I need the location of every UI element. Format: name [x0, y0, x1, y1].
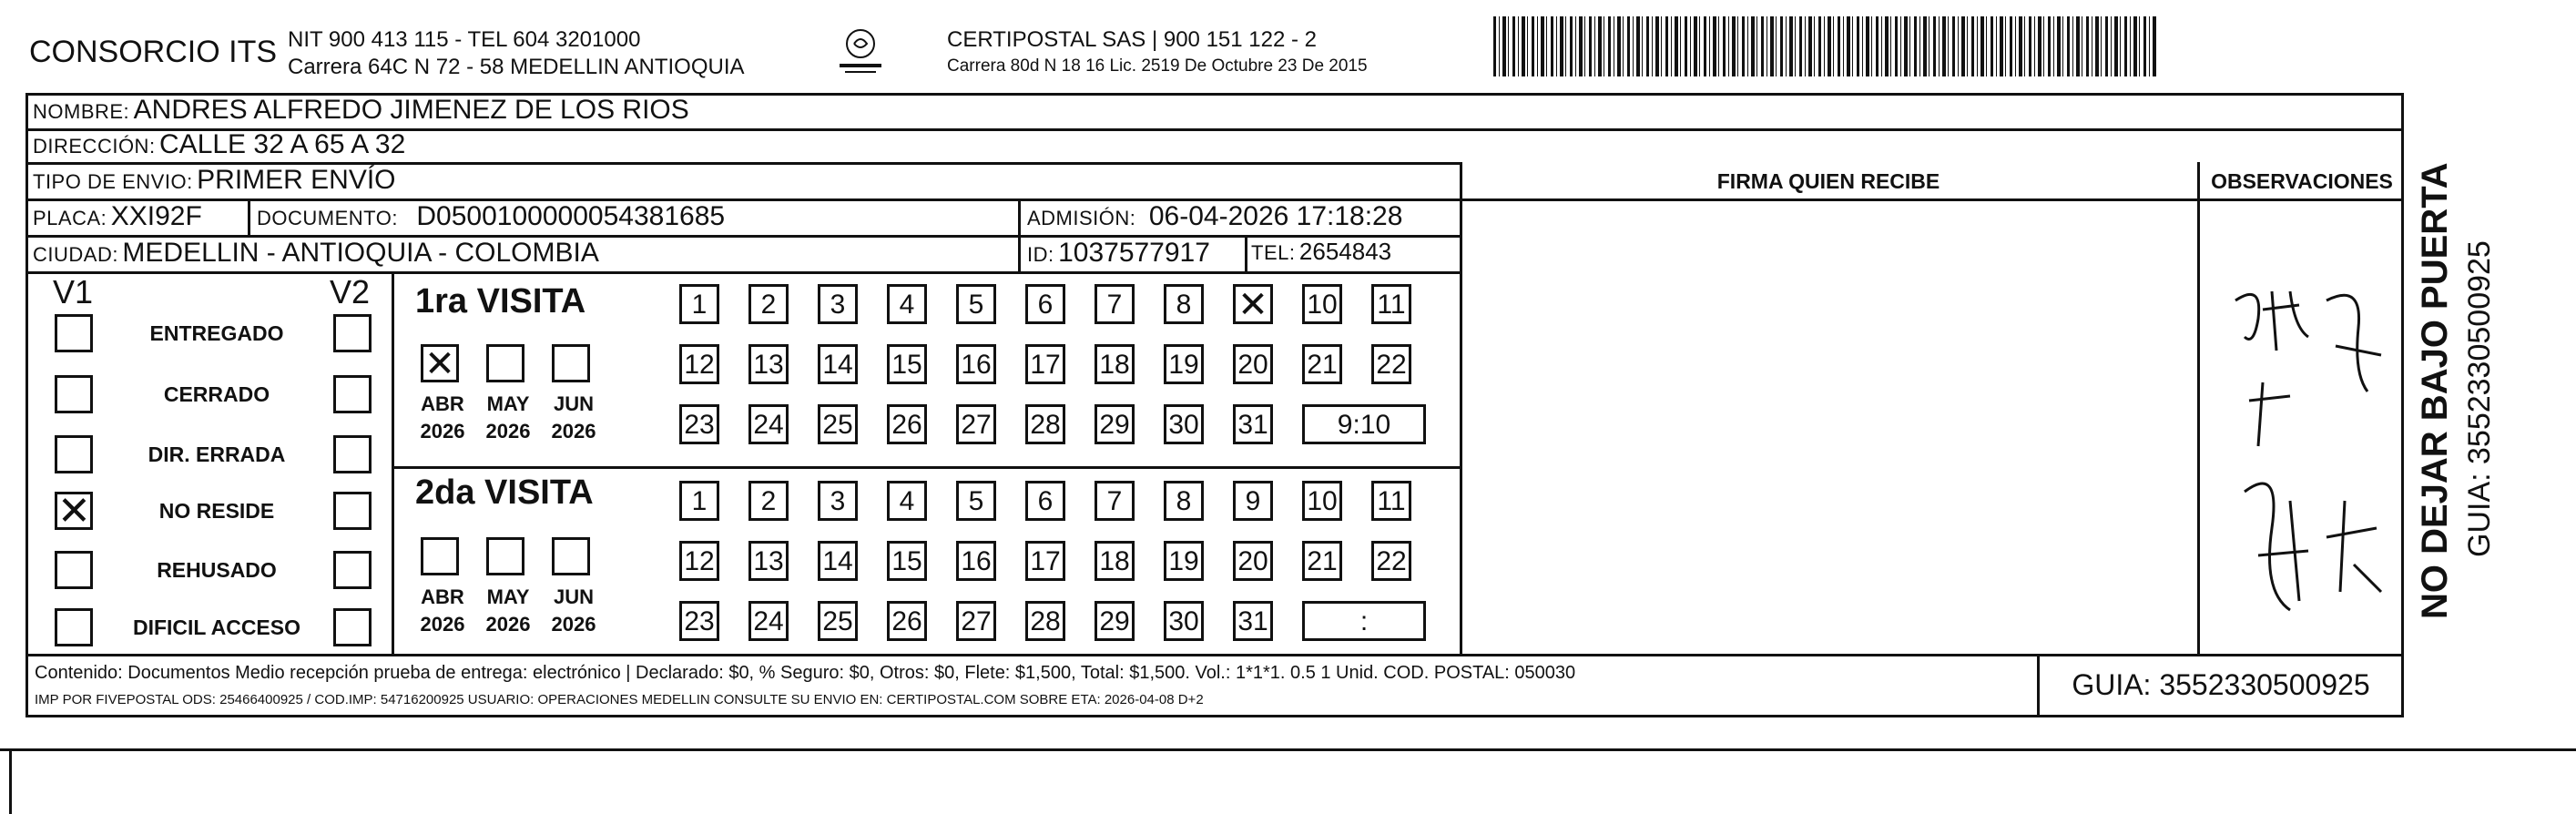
- day-box[interactable]: 10: [1302, 284, 1342, 324]
- status-option-label: CERRADO: [163, 382, 270, 406]
- v1-checkbox[interactable]: [55, 375, 93, 413]
- day-box[interactable]: 5: [956, 284, 996, 324]
- v1-label: V1: [53, 273, 94, 310]
- status-option-label: ENTREGADO: [149, 321, 284, 345]
- status-option-label: DIFICIL ACCESO: [132, 616, 300, 639]
- barcode: [1493, 16, 2158, 76]
- company-name: CONSORCIO ITS: [29, 35, 278, 69]
- day-box[interactable]: 31: [1233, 404, 1273, 444]
- placa-label: PLACA:: [33, 207, 107, 229]
- v1-checkbox[interactable]: [55, 551, 93, 589]
- first-visit-title: 1ra VISITA: [415, 282, 586, 321]
- day-box[interactable]: 24: [748, 601, 789, 641]
- day-box[interactable]: 23: [679, 601, 719, 641]
- day-box[interactable]: 3: [818, 481, 858, 521]
- tipo-label: TIPO DE ENVIO:: [33, 170, 193, 193]
- status-option-label: DIR. ERRADA: [148, 443, 286, 466]
- placa-value: XXI92F: [110, 201, 202, 231]
- nit-line: NIT 900 413 115 - TEL 604 3201000: [288, 27, 641, 52]
- certipostal-line1: CERTIPOSTAL SAS | 900 151 122 - 2: [947, 27, 1317, 52]
- v2-checkbox[interactable]: [333, 551, 372, 589]
- ciudad-label: CIUDAD:: [33, 243, 118, 266]
- day-box[interactable]: 4: [887, 284, 927, 324]
- documento-value: D0500100000054381685: [416, 201, 726, 231]
- direccion-label: DIRECCIÓN:: [33, 135, 156, 158]
- day-box[interactable]: 1: [679, 481, 719, 521]
- month-label: JUN: [553, 392, 594, 415]
- day-box[interactable]: 11: [1371, 284, 1411, 324]
- nombre-value: ANDRES ALFREDO JIMENEZ DE LOS RIOS: [133, 95, 689, 125]
- day-box[interactable]: 21: [1302, 344, 1342, 384]
- day-box[interactable]: 11: [1371, 481, 1411, 521]
- v1-checkbox[interactable]: [55, 435, 93, 473]
- ciudad-row: [33, 238, 599, 269]
- admision-row: [1027, 201, 1402, 232]
- day-box[interactable]: 23: [679, 404, 719, 444]
- v1-checkbox[interactable]: [55, 314, 93, 352]
- v2-checkbox[interactable]: [333, 492, 372, 530]
- observaciones-label: OBSERVACIONES: [2211, 169, 2393, 193]
- v2-checkbox[interactable]: [333, 314, 372, 352]
- day-box[interactable]: 20: [1233, 344, 1273, 384]
- v2-label: V2: [330, 273, 371, 310]
- v2-checkbox[interactable]: [333, 435, 372, 473]
- day-box[interactable]: 31: [1233, 601, 1273, 641]
- day-box[interactable]: 28: [1025, 601, 1065, 641]
- id-value: 1037577917: [1058, 238, 1210, 268]
- v2-checkbox[interactable]: [333, 375, 372, 413]
- year-label: 2026: [420, 420, 465, 443]
- day-box[interactable]: 5: [956, 481, 996, 521]
- day-box[interactable]: 3: [818, 284, 858, 324]
- year-label: 2026: [420, 613, 465, 636]
- month-label: ABR: [421, 585, 464, 608]
- day-box[interactable]: ✕: [1233, 284, 1273, 324]
- day-box[interactable]: 20: [1233, 541, 1273, 581]
- day-box[interactable]: 27: [956, 601, 996, 641]
- day-box[interactable]: 17: [1025, 541, 1065, 581]
- day-box[interactable]: 28: [1025, 404, 1065, 444]
- day-box[interactable]: 16: [956, 344, 996, 384]
- day-box[interactable]: 14: [818, 541, 858, 581]
- day-box[interactable]: 21: [1302, 541, 1342, 581]
- footer-guia: GUIA: 3552330500925: [2072, 668, 2370, 701]
- month-checkbox[interactable]: ✕: [421, 344, 459, 382]
- admision-value: 06-04-2026 17:18:28: [1148, 201, 1403, 231]
- status-option-label: REHUSADO: [157, 558, 277, 582]
- day-box[interactable]: 2: [748, 481, 789, 521]
- year-label: 2026: [551, 613, 596, 636]
- day-box[interactable]: 7: [1095, 481, 1135, 521]
- direccion-value: CALLE 32 A 65 A 32: [159, 129, 406, 159]
- day-box[interactable]: 14: [818, 344, 858, 384]
- month-checkbox[interactable]: [421, 537, 459, 575]
- day-box[interactable]: 18: [1095, 344, 1135, 384]
- id-label: ID:: [1027, 243, 1054, 266]
- time-field[interactable]: 9:10: [1302, 404, 1426, 444]
- tel-label: TEL:: [1251, 241, 1296, 264]
- tel-value: 2654843: [1298, 238, 1392, 265]
- day-box[interactable]: 17: [1025, 344, 1065, 384]
- day-box[interactable]: 1: [679, 284, 719, 324]
- day-box[interactable]: 9: [1233, 481, 1273, 521]
- day-box[interactable]: 18: [1095, 541, 1135, 581]
- ciudad-value: MEDELLIN - ANTIOQUIA - COLOMBIA: [122, 238, 599, 268]
- v2-checkbox[interactable]: [333, 608, 372, 646]
- no-dejar-warning: NO DEJAR BAJO PUERTA: [2415, 162, 2455, 619]
- direccion-row: [33, 129, 405, 160]
- year-label: 2026: [485, 613, 531, 636]
- side-guia: GUIA: 3552330500925: [2462, 240, 2497, 557]
- day-box[interactable]: 13: [748, 344, 789, 384]
- footer-imp: IMP POR FIVEPOSTAL ODS: 25466400925 / COD.IMP: 54716200925 USUARIO: OPERACIONES MEDELLIN CONSULTE SU ENVIO EN: CERTIPOSTAL.COM SOBRE ETA: 2026-04-08 D+2: [35, 692, 1204, 707]
- documento-label: DOCUMENTO:: [257, 207, 398, 229]
- day-box[interactable]: 8: [1164, 481, 1204, 521]
- month-label: ABR: [421, 392, 464, 415]
- tipo-value: PRIMER ENVÍO: [197, 165, 396, 195]
- v1-checkbox[interactable]: [55, 608, 93, 646]
- day-box[interactable]: 27: [956, 404, 996, 444]
- day-box[interactable]: 4: [887, 481, 927, 521]
- day-box[interactable]: 25: [818, 404, 858, 444]
- id-row: [1027, 238, 1210, 269]
- day-box[interactable]: 25: [818, 601, 858, 641]
- day-box[interactable]: 30: [1164, 601, 1204, 641]
- day-box[interactable]: 15: [887, 344, 927, 384]
- month-checkbox[interactable]: [552, 537, 590, 575]
- day-box[interactable]: 22: [1371, 541, 1411, 581]
- day-box[interactable]: 19: [1164, 541, 1204, 581]
- placa-row: [33, 201, 202, 232]
- day-box[interactable]: 10: [1302, 481, 1342, 521]
- day-box[interactable]: 13: [748, 541, 789, 581]
- month-label: MAY: [486, 392, 530, 415]
- tipo-row: [33, 165, 396, 196]
- month-checkbox[interactable]: [486, 537, 524, 575]
- day-box[interactable]: 30: [1164, 404, 1204, 444]
- firma-label: FIRMA QUIEN RECIBE: [1716, 169, 1940, 193]
- day-box[interactable]: 6: [1025, 481, 1065, 521]
- day-box[interactable]: 16: [956, 541, 996, 581]
- day-box[interactable]: 29: [1095, 601, 1135, 641]
- day-box[interactable]: 12: [679, 541, 719, 581]
- day-box[interactable]: 22: [1371, 344, 1411, 384]
- footer-contenido: Contenido: Documentos Medio recepción prueba de entrega: electrónico | Declarado: $0, % Seguro: $0, Otros: $0, Flete: $1,500, Total: $1,500. Vol.: 1*1*1. 0.5 1 Unid. COD. POSTAL: 050030: [35, 663, 1576, 683]
- day-box[interactable]: 24: [748, 404, 789, 444]
- nombre-label: NOMBRE:: [33, 100, 130, 123]
- status-option-label: NO RESIDE: [158, 499, 275, 523]
- day-box[interactable]: 15: [887, 541, 927, 581]
- v1-checkbox[interactable]: ✕: [55, 492, 93, 530]
- nombre-row: [33, 95, 689, 126]
- certipostal-logo-icon: [829, 25, 892, 80]
- year-label: 2026: [551, 420, 596, 443]
- time-field[interactable]: :: [1302, 601, 1426, 641]
- documento-row: [257, 201, 725, 232]
- day-box[interactable]: 26: [887, 601, 927, 641]
- day-box[interactable]: 19: [1164, 344, 1204, 384]
- tel-row: [1251, 238, 1391, 266]
- handwritten-observation: [2208, 264, 2399, 646]
- day-box[interactable]: 29: [1095, 404, 1135, 444]
- month-checkbox[interactable]: [486, 344, 524, 382]
- day-box[interactable]: 7: [1095, 284, 1135, 324]
- address-line: Carrera 64C N 72 - 58 MEDELLIN ANTIOQUIA: [288, 55, 745, 79]
- day-box[interactable]: 8: [1164, 284, 1204, 324]
- second-visit-title: 2da VISITA: [415, 473, 594, 512]
- month-label: JUN: [553, 585, 594, 608]
- day-box[interactable]: 26: [887, 404, 927, 444]
- day-box[interactable]: 12: [679, 344, 719, 384]
- day-box[interactable]: 2: [748, 284, 789, 324]
- year-label: 2026: [485, 420, 531, 443]
- month-label: MAY: [486, 585, 530, 608]
- month-checkbox[interactable]: [552, 344, 590, 382]
- admision-label: ADMISIÓN:: [1027, 207, 1136, 229]
- certipostal-line2: Carrera 80d N 18 16 Lic. 2519 De Octubre 23 De 2015: [947, 56, 1368, 76]
- day-box[interactable]: 6: [1025, 284, 1065, 324]
